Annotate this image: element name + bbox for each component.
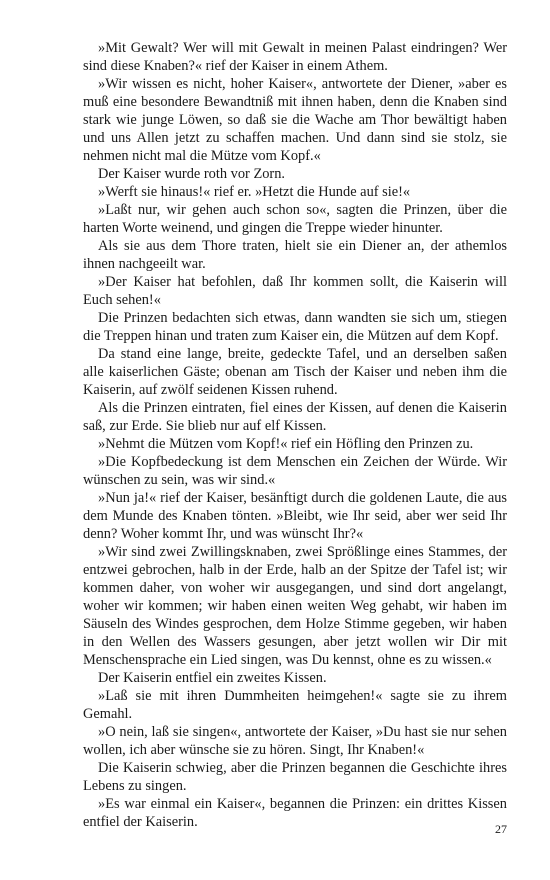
paragraph-4: »Werft sie hinaus!« rief er. »Hetzt die Hunde auf sie!« xyxy=(98,184,411,200)
paragraph-6: Als sie aus dem Thore traten, hielt sie ein Diener an, der athemlos ihnen nachgeeilt war. xyxy=(83,238,507,272)
paragraph-18: Die Kaiserin schwieg, aber die Prinzen begannen die Geschichte ihres Lebens zu singen. xyxy=(83,760,507,794)
paragraph-8: Die Prinzen bedachten sich etwas, dann wandten sie sich um, stiegen die Treppen hinan und traten zum Kaiser ein, die Mützen auf dem Kopf. xyxy=(83,310,507,344)
paragraph-7: »Der Kaiser hat befohlen, daß Ihr kommen sollt, die Kaiserin will Euch sehen!« xyxy=(83,274,507,308)
paragraph-5: »Laßt nur, wir gehen auch schon so«, sagten die Prinzen, über die harten Worte weinend, und gingen die Treppe wieder hinunter. xyxy=(83,202,507,236)
paragraph-9: Da stand eine lange, breite, gedeckte Tafel, und an derselben saßen alle kaiserlichen Gäste; obenan am Tisch der Kaiser und neben ihm die Kaiserin, auf zwölf seidenen Kissen ruhend. xyxy=(83,346,507,398)
paragraph-2: »Wir wissen es nicht, hoher Kaiser«, antwortete der Diener, »aber es muß eine besondere Bewandtniß mit ihnen haben, denn die Knaben sind stark wie junge Löwen, so daß sie die Wache am Thor bewältigt haben und uns Allen jetzt zu schaffen machen. Und dann sind sie stolz, sie nehmen nicht mal die Mütze vom Kopf.« xyxy=(83,76,507,164)
paragraph-12: »Die Kopfbedeckung ist dem Menschen ein Zeichen der Würde. Wir wünschen zu sein, was wir sind.« xyxy=(83,454,507,488)
body-text xyxy=(83,39,507,831)
paragraph-10: Als die Prinzen eintraten, fiel eines der Kissen, auf denen die Kaiserin saß, zur Erde. Sie blieb nur auf elf Kissen. xyxy=(83,400,507,434)
paragraph-19: »Es war einmal ein Kaiser«, begannen die Prinzen: ein drittes Kissen entfiel der Kaiserin. xyxy=(83,796,507,830)
paragraph-13: »Nun ja!« rief der Kaiser, besänftigt durch die goldenen Laute, die aus dem Munde des Knaben tönten. »Bleibt, wie Ihr seid, aber wer seid Ihr denn? Woher kommt Ihr, und was wünscht Ihr?« xyxy=(83,490,507,542)
paragraph-17: »O nein, laß sie singen«, antwortete der Kaiser, »Du hast sie nur sehen wollen, ich aber wünsche sie zu hören. Singt, Ihr Knaben!« xyxy=(83,724,507,758)
paragraph-16: »Laß sie mit ihren Dummheiten heimgehen!« sagte sie zu ihrem Gemahl. xyxy=(83,688,507,722)
paragraph-15: Der Kaiserin entfiel ein zweites Kissen. xyxy=(98,670,327,686)
paragraph-1: »Mit Gewalt? Wer will mit Gewalt in meinen Palast eindringen? Wer sind diese Knaben?« rief der Kaiser in einem Athem. xyxy=(83,40,507,74)
page-number: 27 xyxy=(495,822,507,836)
paragraph-3: Der Kaiser wurde roth vor Zorn. xyxy=(98,166,286,182)
paragraph-11: »Nehmt die Mützen vom Kopf!« rief ein Höfling den Prinzen zu. xyxy=(98,436,474,452)
paragraph-14: »Wir sind zwei Zwillingsknaben, zwei Sprößlinge eines Stammes, der entzwei gebrochen, halb in der Erde, halb an der Spitze der Tafel ist; wir kommen daher, von woher wir ausgegangen, und sind dort angelangt, woher wir kommen; wir haben einen weiten Weg gehabt, wir haben im Säuseln des Windes gesprochen, dem Holze Stimme gegeben, wir haben in den Wellen des Wassers gesungen, aber jetzt wollen wir Dir mit Menschensprache ein Lied singen, was Du kennst, ohne es zu wissen.« xyxy=(83,544,507,668)
